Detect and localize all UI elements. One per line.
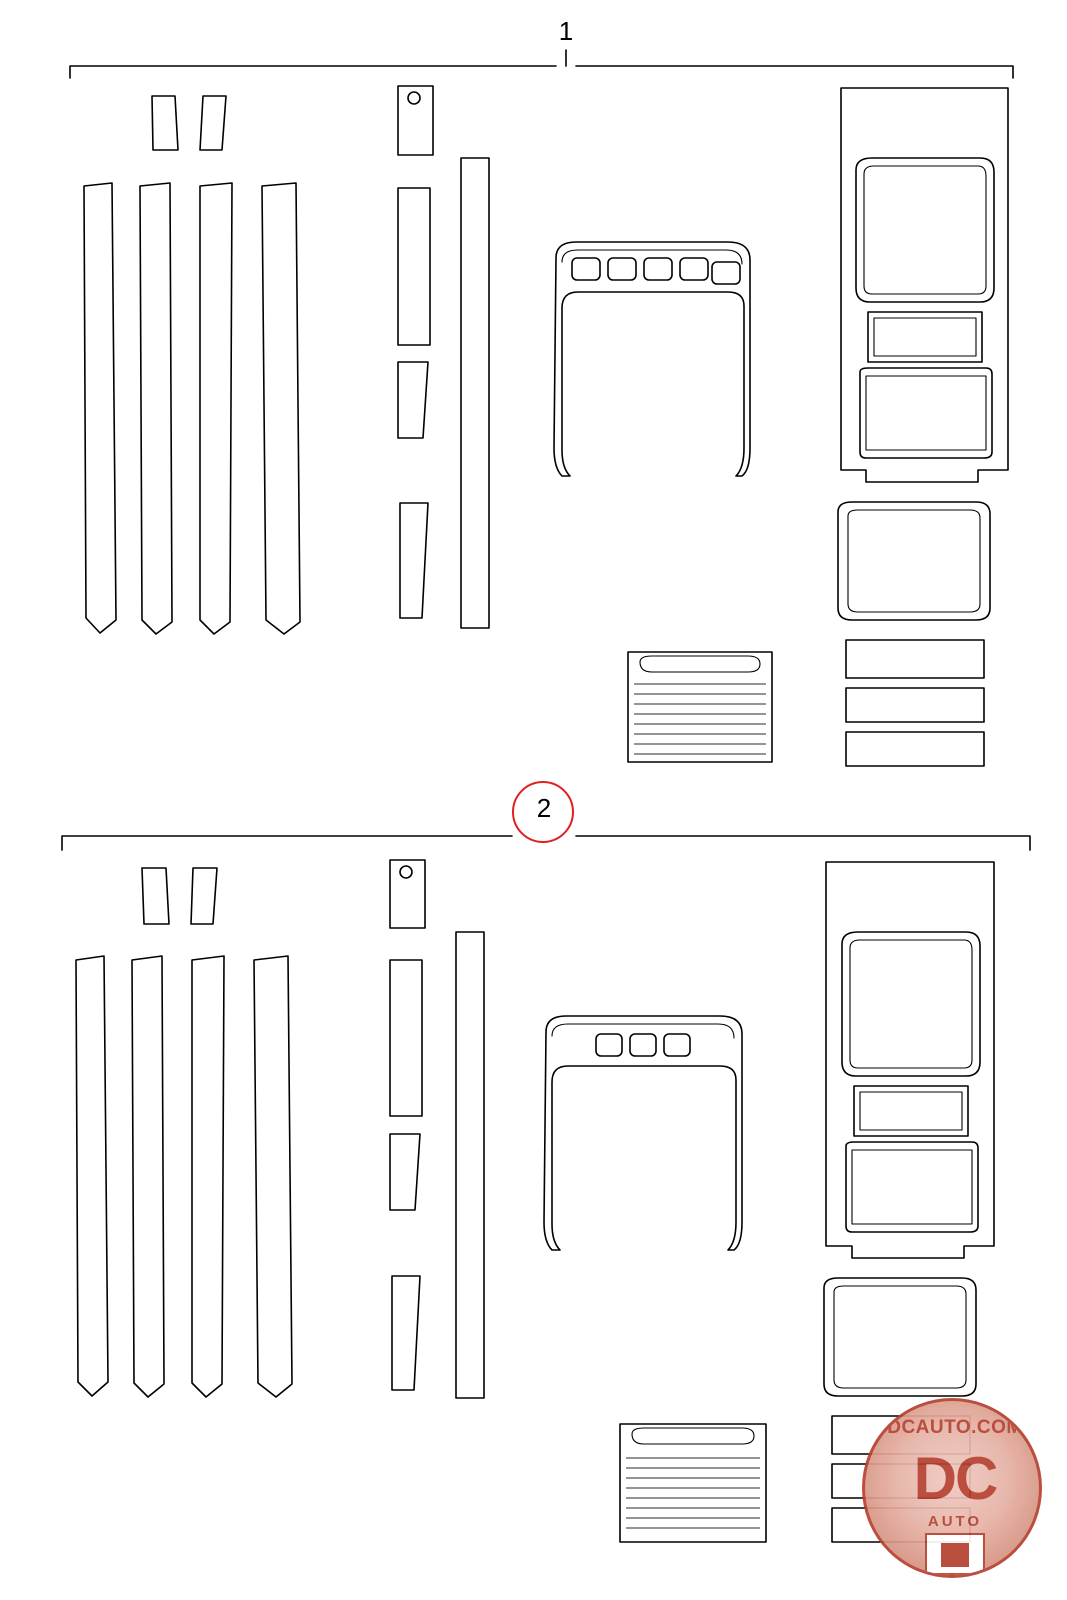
door-trim-1d [262,183,300,634]
pillar-cap-left-1 [152,96,178,150]
door-trim-1a [84,183,116,633]
vent-strip-1b [846,688,984,722]
cluster-bezel-2 [544,1016,742,1250]
strip-lower-1 [400,503,428,618]
door-trim-2b [132,956,164,1397]
vent-strip-1c [846,732,984,766]
door-trim-1b [140,183,172,634]
door-trim-2c [192,956,224,1397]
kit-2-parts [76,860,994,1542]
watermark-flag-icon [925,1533,985,1575]
kit-2-label: 2 [536,793,552,823]
long-strip-2 [456,932,484,1398]
door-trim-2d [254,956,292,1397]
watermark-brand: DC [913,1445,997,1512]
kit-1-parts [84,86,1008,766]
switch-panel-2 [390,860,425,928]
door-trim-1c [200,183,232,634]
pillar-cap-right-2 [191,868,217,924]
pillar-cap-right-1 [200,96,226,150]
watermark-ring [862,1398,1042,1578]
watermark-top-text: DCAUTO.COM [887,1417,1023,1438]
switch-panel-hole-2 [400,866,412,878]
strip-mid-2 [390,1134,420,1210]
radio-frame-2 [824,1278,976,1396]
door-trim-2a [76,956,108,1396]
center-console-1 [841,88,1008,482]
watermark-subtitle: AUTO [927,1513,983,1530]
strip-upper-1 [398,188,430,345]
strip-lower-2 [392,1276,420,1390]
switch-panel-1 [398,86,433,155]
ribbed-plate-1 [628,652,772,762]
dcauto-watermark [862,1398,1042,1584]
vent-strip-1a [846,640,984,678]
pillar-cap-left-2 [142,868,169,924]
strip-mid-1 [398,362,428,438]
ribbed-plate-2 [620,1424,766,1542]
kit-1-label: 1 [558,16,574,46]
kit-1-bracket [70,50,1013,78]
switch-panel-hole-1 [408,92,420,104]
cluster-bezel-1 [554,242,750,476]
strip-upper-2 [390,960,422,1116]
radio-frame-1 [838,502,990,620]
center-console-2 [826,862,994,1258]
long-strip-1 [461,158,489,628]
